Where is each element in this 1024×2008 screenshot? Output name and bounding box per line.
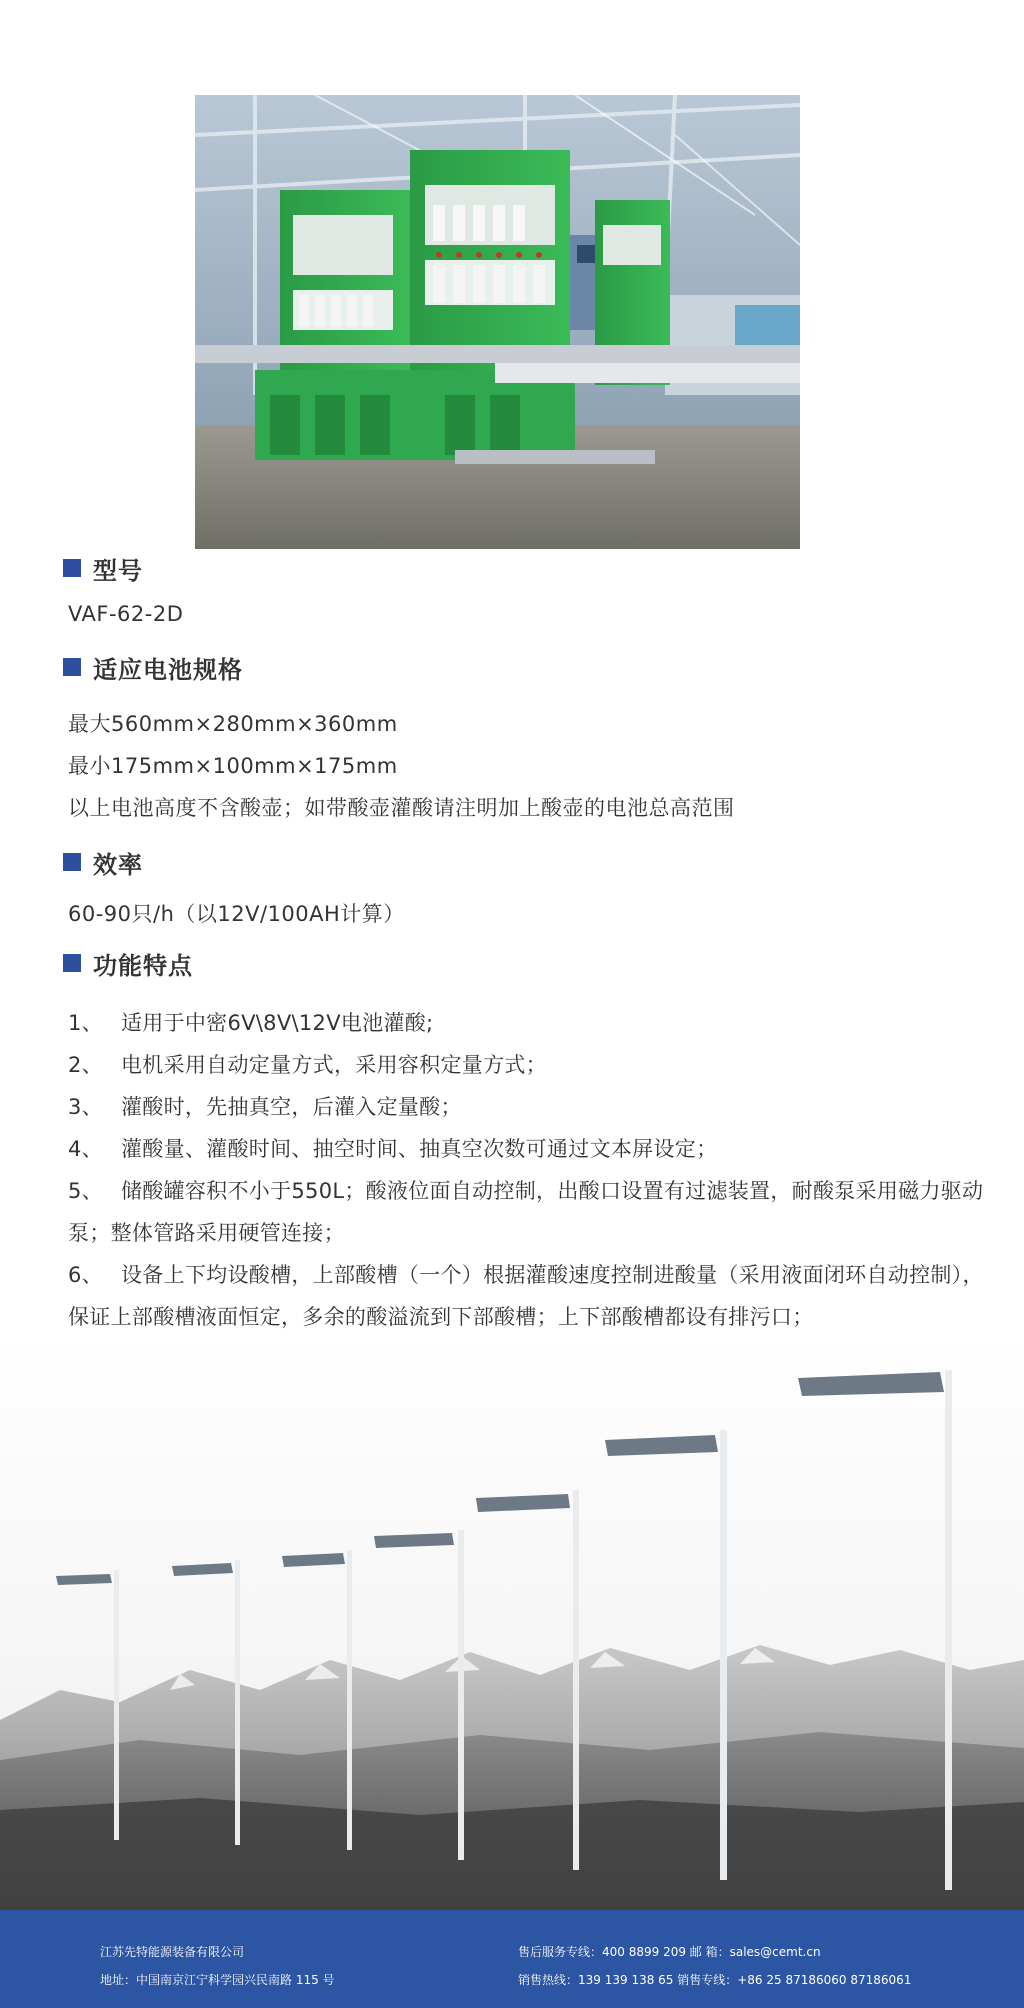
feature-item (68, 1170, 988, 1254)
feature-number: 6、 (68, 1263, 103, 1287)
feature-number: 3、 (68, 1095, 103, 1119)
section-battery-spec-heading (63, 650, 243, 684)
feature-text: 电机采用自动定量方式，采用容积定量方式； (120, 1053, 547, 1077)
landscape-background (0, 1330, 1024, 1910)
feature-item (68, 1044, 988, 1086)
feature-text: 适用于中密6V\8V\12V电池灌酸; (120, 1011, 434, 1035)
footer-sales-line: 销售热线：139 139 138 65 销售专线：+86 25 87186060 87186061 (518, 1973, 912, 1987)
section-features-heading (63, 946, 193, 980)
section-title: 效率 (93, 850, 143, 879)
section-marker-icon (63, 559, 81, 577)
feature-number: 1、 (68, 1011, 103, 1035)
feature-text: 设备上下均设酸槽，上部酸槽（一个）根据灌酸速度控制进酸量（采用液面闭环自动控制），保证上部酸槽液面恒定，多余的酸溢流到下部酸槽；上下部酸槽都设有排污口； (68, 1263, 984, 1329)
feature-number: 5、 (68, 1179, 103, 1203)
footer-address: 地址：中国南京江宁科学园兴民南路 115 号 (100, 1973, 335, 1987)
battery-spec-max: 最大560mm×280mm×360mm (68, 712, 398, 736)
footer-contact-block (518, 1938, 911, 1994)
battery-spec-min: 最小175mm×100mm×175mm (68, 754, 398, 778)
section-title: 适应电池规格 (93, 655, 243, 684)
feature-text: 储酸罐容积不小于550L；酸液位面自动控制，出酸口设置有过滤装置，耐酸泵采用磁力驱动泵；整体管路采用硬管连接； (68, 1179, 984, 1245)
efficiency-value: 60-90只/h（以12V/100AH计算） (68, 902, 405, 926)
filling-machine-illustration (195, 95, 800, 549)
section-efficiency-heading (63, 845, 143, 879)
feature-item (68, 1086, 988, 1128)
feature-number: 2、 (68, 1053, 103, 1077)
footer-bar (0, 1910, 1024, 2008)
feature-text: 灌酸时，先抽真空，后灌入定量酸； (120, 1095, 462, 1119)
section-model-heading (63, 551, 143, 585)
footer-service-line: 售后服务专线：400 8899 209 邮 箱：sales@cemt.cn (518, 1945, 821, 1959)
battery-spec-note: 以上电池高度不含酸壶；如带酸壶灌酸请注明加上酸壶的电池总高范围 (68, 796, 735, 820)
section-marker-icon (63, 658, 81, 676)
section-title: 功能特点 (93, 951, 193, 980)
section-marker-icon (63, 954, 81, 972)
section-title: 型号 (93, 556, 143, 585)
feature-number: 4、 (68, 1137, 103, 1161)
feature-item (68, 1254, 988, 1338)
footer-company: 江苏先特能源装备有限公司 (100, 1945, 245, 1959)
section-marker-icon (63, 853, 81, 871)
product-photo (195, 95, 800, 549)
feature-item (68, 1002, 988, 1044)
footer-company-block (100, 1938, 335, 1994)
model-value: VAF-62-2D (68, 602, 184, 626)
feature-item (68, 1128, 988, 1170)
feature-text: 灌酸量、灌酸时间、抽空时间、抽真空次数可通过文本屏设定； (120, 1137, 718, 1161)
